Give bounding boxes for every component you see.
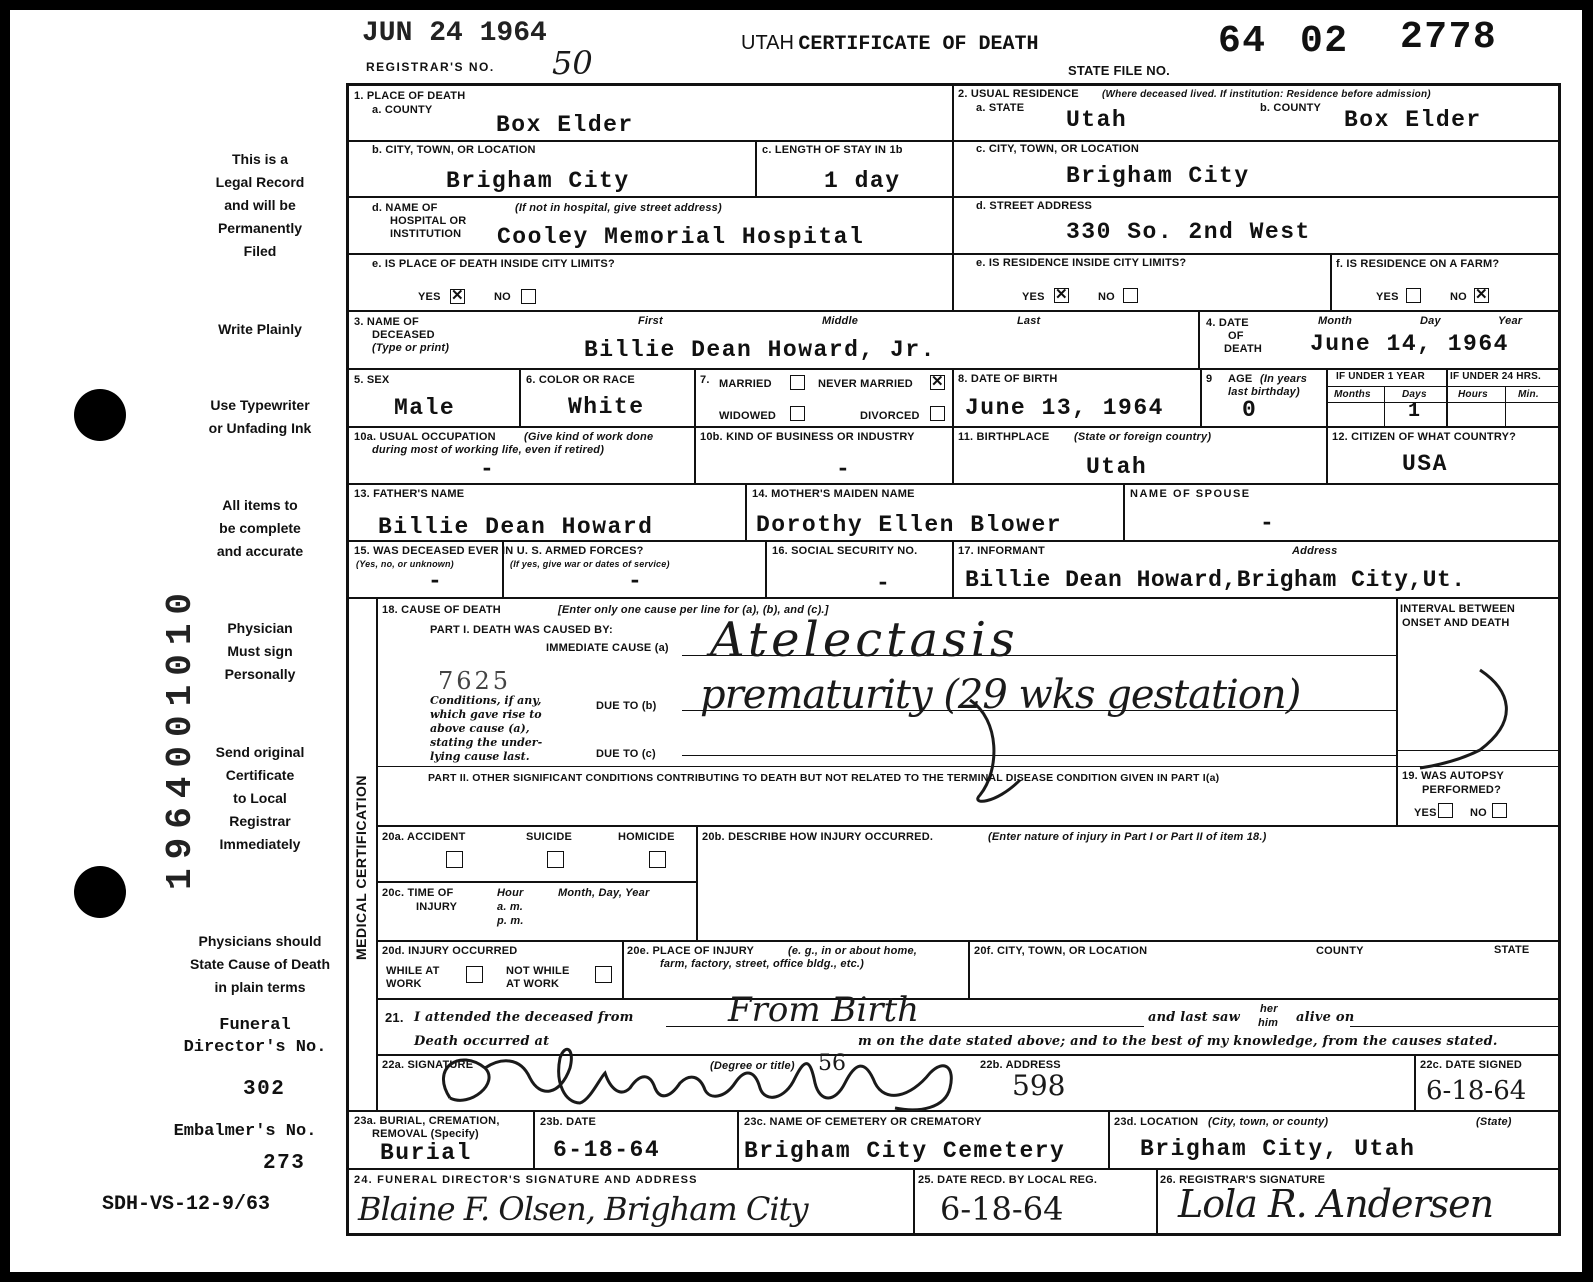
vertical-file-number: 1964001010 [160,583,201,890]
label-never-married: NEVER MARRIED [818,378,913,390]
label-not-while: NOT WHILE [506,965,570,977]
label-location-note: (City, town, or county) [1208,1116,1329,1128]
label-ssn: 16. SOCIAL SECURITY NO. [772,545,918,557]
embalmer-label: Embalmer's No. [173,1122,317,1141]
label-homicide: HOMICIDE [618,831,675,843]
divorced-checkbox[interactable] [930,406,945,421]
label-age-note-2: last birthday) [1228,386,1300,398]
label-days: Days [1402,389,1427,400]
label-alive-on: alive on [1296,1010,1355,1025]
label-hospital-2: HOSPITAL OR [390,215,467,227]
frame-right [1558,83,1561,1236]
label-burial-location: 23d. LOCATION [1114,1116,1199,1128]
label-spouse: NAME OF SPOUSE [1130,488,1251,500]
label-cemetery: 23c. NAME OF CEMETERY OR CREMATORY [744,1116,982,1128]
race: White [568,394,645,420]
state-file-no-b: 02 [1300,20,1349,63]
label-hospital-3: INSTITUTION [390,228,462,240]
certificate-sheet [10,10,1582,1272]
autopsy-yes-checkbox[interactable] [1438,803,1453,818]
label-degree: (Degree or title) [710,1060,795,1072]
frame-left [346,83,349,1236]
label-date-received: 25. DATE RECD. BY LOCAL REG. [918,1174,1098,1186]
citizen: USA [1402,451,1448,477]
label-day: Day [1420,315,1441,327]
birthplace: Utah [1086,454,1148,480]
label-type-print: (Type or print) [372,342,450,354]
autopsy-no-checkbox[interactable] [1492,803,1507,818]
label-registrar-signature: 26. REGISTRAR'S SIGNATURE [1160,1174,1326,1186]
label-place-of-injury: 20e. PLACE OF INJURY [627,945,755,957]
never-married-checkbox[interactable] [930,375,945,390]
label-due-to-c: DUE TO (c) [596,748,656,760]
res-in-city-yes-checkbox[interactable] [1054,288,1069,303]
no-label: NO [1450,291,1467,303]
while-at-work-checkbox[interactable] [466,966,483,983]
cemetery: Brigham City Cemetery [744,1138,1066,1164]
address-number: 598 [1012,1069,1066,1102]
label-on-date: m on the date stated above; and to the best of my knowledge, from the causes stated. [858,1034,1498,1049]
label-her: her [1260,1003,1278,1015]
label-occupation-note-2: during most of working life, even if retired) [372,444,605,456]
label-hour: Hour [497,887,524,899]
label-armed-note-2: (If yes, give war or dates of service) [510,559,670,569]
business: - [836,456,852,482]
date-signed: 6-18-64 [1426,1076,1527,1106]
yes-label: YES [418,291,441,303]
mother-name: Dorothy Ellen Blower [756,512,1063,538]
frame-bottom [346,1233,1561,1236]
label-residence-note: (Where deceased lived. If institution: Residence before admission) [1102,89,1431,100]
label-pm: p. m. [497,915,524,927]
label-cause-note: [Enter only one cause per line for (a), (b), and (c).] [558,604,829,616]
sex: Male [394,395,456,421]
spouse-name: - [1260,510,1276,536]
label-injury-state: STATE [1494,944,1530,956]
label-informant: 17. INFORMANT [958,545,1045,557]
label-birthplace: 11. BIRTHPLACE [958,431,1050,443]
label-res-county: b. COUNTY [1260,102,1322,114]
label-describe-note: (Enter nature of injury in Part I or Part II of item 18.) [988,831,1267,843]
label-due-to-b: DUE TO (b) [596,700,657,712]
attended-from: From Birth [728,990,920,1030]
label-race: 6. COLOR OR RACE [526,374,635,386]
label-name-of: 3. NAME OF [354,316,419,328]
label-mdy: Month, Day, Year [558,887,650,899]
no-label: NO [494,291,511,303]
conditions-note: Conditions, if any, which gave rise to above cause (a), stating the under- lying cause last. [430,694,543,763]
married-checkbox[interactable] [790,375,805,390]
label-at-work: AT WORK [506,978,560,990]
label-autopsy: 19. WAS AUTOPSY [1402,770,1505,782]
under-1-year-days: 1 [1408,400,1422,423]
label-year: Year [1498,315,1523,327]
death-city: Brigham City [446,168,630,194]
label-work: WORK [386,978,422,990]
deceased-name: Billie Dean Howard, Jr. [584,337,936,363]
yes-label: YES [1022,291,1045,303]
label-date-signed: 22c. DATE SIGNED [1420,1059,1523,1071]
stamp-date: JUN 24 1964 [362,18,547,49]
no-label: NO [1470,807,1487,819]
cause-due-to-b: prematurity (29 wks gestation) [700,672,1301,718]
sidebar-send-original: Send original Certificate to Local Registrar Immediately [215,744,305,852]
title-prefix: UTAH [741,32,794,54]
label-married: MARRIED [719,378,772,390]
label-9: 9 [1206,373,1213,385]
label-funeral-director: 24. FUNERAL DIRECTOR'S SIGNATURE AND ADDRESS [354,1174,698,1186]
label-citizen: 12. CITIZEN OF WHAT COUNTRY? [1332,431,1517,443]
label-res-city: c. CITY, TOWN, OR LOCATION [976,143,1140,155]
homicide-checkbox[interactable] [649,851,666,868]
medical-certification-label: MEDICAL CERTIFICATION [353,775,369,960]
label-middle: Middle [822,315,859,327]
ssn: - [876,570,892,596]
label-occupation: 10a. USUAL OCCUPATION [354,431,496,443]
label-death-in-city: e. IS PLACE OF DEATH INSIDE CITY LIMITS? [372,258,615,270]
label-death-city: b. CITY, TOWN, OR LOCATION [372,144,536,156]
label-place-note: (e. g., in or about home, [788,945,918,957]
label-farm: f. IS RESIDENCE ON A FARM? [1336,258,1500,270]
label-min: Min. [1518,389,1539,400]
label-place-of-death: 1. PLACE OF DEATH [354,90,466,102]
label-cause-of-death: 18. CAUSE OF DEATH [382,604,501,616]
label-age-note: (In years [1260,373,1308,385]
label-street-address: d. STREET ADDRESS [976,200,1093,212]
label-date-of-birth: 8. DATE OF BIRTH [958,373,1058,385]
form-code: SDH-VS-12-9/63 [102,1193,271,1216]
certificate-title [741,32,1038,56]
label-him: him [1258,1017,1279,1029]
accident-checkbox[interactable] [446,851,463,868]
label-suicide: SUICIDE [526,831,573,843]
death-in-city-no-checkbox[interactable] [521,289,536,304]
label-hours: Hours [1458,389,1488,400]
label-part-1: PART I. DEATH WAS CAUSED BY: [430,624,613,636]
disposition: Burial [380,1140,472,1166]
title-main: CERTIFICATE OF DEATH [798,33,1039,56]
registrars-no-label: REGISTRAR'S NO. [366,60,495,74]
date-of-death: June 14, 1964 [1310,331,1509,357]
code-number: 7625 [438,667,512,695]
widowed-checkbox[interactable] [790,406,805,421]
label-res-state: a. STATE [976,102,1025,114]
res-city: Brigham City [1066,163,1250,189]
label-widowed: WIDOWED [719,410,777,422]
date-of-birth: June 13, 1964 [965,395,1164,421]
label-month: Month [1318,315,1352,327]
death-county: Box Elder [496,112,634,138]
label-hospital: d. NAME OF [372,202,438,214]
date-received: 6-18-64 [940,1190,1064,1228]
label-divorced: DIVORCED [860,410,920,422]
label-interval: INTERVAL BETWEEN [1400,603,1516,615]
label-occupation-note: (Give kind of work done [524,431,654,443]
burial-location: Brigham City, Utah [1140,1136,1416,1162]
label-death: DEATH [1224,343,1263,355]
yes-label: YES [1376,291,1399,303]
label-business: 10b. KIND OF BUSINESS OR INDUSTRY [700,431,915,443]
punch-hole [74,389,126,441]
label-of: OF [1228,330,1244,342]
label-sex: 5. SEX [354,374,390,386]
label-burial: 23a. BURIAL, CREMATION, [354,1115,500,1127]
label-interval-2: ONSET AND DEATH [1402,617,1510,629]
street-address: 330 So. 2nd West [1066,219,1311,245]
label-res-in-city: e. IS RESIDENCE INSIDE CITY LIMITS? [976,257,1187,269]
funeral-director-no: 302 [243,1078,286,1101]
state-file-no-c: 2778 [1400,16,1498,59]
armed-forces: - [428,568,444,594]
occupation: - [480,456,496,482]
res-in-city-no-checkbox[interactable] [1123,288,1138,303]
death-in-city-yes-checkbox[interactable] [450,289,465,304]
label-under-24-hrs: IF UNDER 24 HRS. [1450,371,1541,382]
res-county: Box Elder [1344,107,1482,133]
length-of-stay: 1 day [824,168,901,194]
state-file-no-a: 64 [1218,20,1267,63]
funeral-director-signature: Blaine F. Olsen, Brigham City [358,1190,808,1228]
label-date-of-death: 4. DATE [1206,317,1249,329]
label-county: a. COUNTY [372,104,433,116]
label-burial-2: REMOVAL (Specify) [372,1128,479,1140]
label-injury-county: COUNTY [1316,945,1364,957]
label-usual-residence: 2. USUAL RESIDENCE [958,88,1079,100]
suicide-checkbox[interactable] [547,851,564,868]
label-deceased: DECEASED [372,329,435,341]
label-accident: 20a. ACCIDENT [382,831,466,843]
cause-immediate: Atelectasis [710,612,1019,668]
label-address: Address [1292,545,1338,557]
label-death-occurred: Death occurred at [414,1034,550,1049]
label-father: 13. FATHER'S NAME [354,488,465,500]
embalmer-no: 273 [263,1152,306,1175]
punch-hole [74,866,126,918]
label-part-2: PART II. OTHER SIGNIFICANT CONDITIONS CONTRIBUTING TO DEATH BUT NOT RELATED TO THE TERMINAL DISEASE CONDITION GIVEN IN PART I(a) [428,772,1220,784]
registrars-no: 50 [552,44,593,82]
label-injury-city: 20f. CITY, TOWN, OR LOCATION [974,945,1148,957]
res-state: Utah [1066,107,1128,133]
label-birthplace-note: (State or foreign country) [1074,431,1212,443]
funeral-director-label: Funeral Director's No. [183,1016,327,1057]
label-am: a. m. [497,901,524,913]
label-armed-note: (Yes, no, or unknown) [356,559,454,569]
sidebar-legal-record: This is a Legal Record and will be Permanently Filed [215,151,305,259]
label-hospital-note: (If not in hospital, give street address) [515,202,722,214]
sidebar-physician-sign: Physician Must sign Personally [224,620,296,682]
label-22b-address: 22b. ADDRESS [980,1059,1061,1071]
physician-signature [390,1028,1010,1118]
label-signature: 22a. SIGNATURE [382,1059,474,1071]
label-injury-occurred: 20d. INJURY OCCURRED [382,945,518,957]
sidebar-write-plainly: Write Plainly [218,321,302,337]
label-7: 7. [700,374,710,386]
label-armed-forces: 15. WAS DECEASED EVER IN U. S. ARMED FORCES? [354,545,644,557]
label-autopsy-2: PERFORMED? [1422,784,1501,796]
label-length-of-stay: c. LENGTH OF STAY IN 1b [762,144,903,156]
label-location-state: (State) [1476,1116,1512,1128]
state-file-label: STATE FILE NO. [1068,63,1170,78]
label-age: AGE [1228,373,1253,385]
sidebar-items-complete: All items to be complete and accurate [216,497,304,559]
degree-number: 56 [818,1051,846,1076]
label-attended: I attended the deceased from [414,1010,634,1025]
label-injury: INJURY [416,901,458,913]
age: 0 [1242,397,1258,423]
informant: Billie Dean Howard,Brigham City,Ut. [965,567,1466,593]
label-while-at: WHILE AT [386,965,440,977]
label-under-1-year: IF UNDER 1 YEAR [1336,371,1425,382]
label-months: Months [1334,389,1371,400]
frame-top [346,83,1561,86]
label-first: First [638,315,663,327]
burial-date: 6-18-64 [553,1137,661,1163]
label-and-last-saw: and last saw [1148,1010,1241,1025]
sidebar-typewriter: Use Typewriter or Unfading Ink [208,397,312,436]
label-21: 21. [385,1010,404,1025]
armed-forces-dates: - [628,568,644,594]
label-place-note-2: farm, factory, street, office bldg., etc.) [660,958,865,970]
label-immediate-cause: IMMEDIATE CAUSE (a) [546,642,669,654]
label-mother: 14. MOTHER'S MAIDEN NAME [752,488,915,500]
father-name: Billie Dean Howard [378,514,654,540]
label-describe-injury: 20b. DESCRIBE HOW INJURY OCCURRED. [702,831,934,843]
not-while-at-work-checkbox[interactable] [595,966,612,983]
label-last: Last [1017,315,1041,327]
sidebar-physicians-should: Physicians should State Cause of Death in plain terms [189,933,331,995]
no-label: NO [1098,291,1115,303]
hospital-name: Cooley Memorial Hospital [497,224,865,250]
label-burial-date: 23b. DATE [540,1116,596,1128]
farm-yes-checkbox[interactable] [1406,288,1421,303]
yes-label: YES [1414,807,1437,819]
farm-no-checkbox[interactable] [1474,288,1489,303]
registrar-signature: Lola R. Andersen [1178,1182,1494,1226]
label-time-of-injury: 20c. TIME OF [382,887,454,899]
